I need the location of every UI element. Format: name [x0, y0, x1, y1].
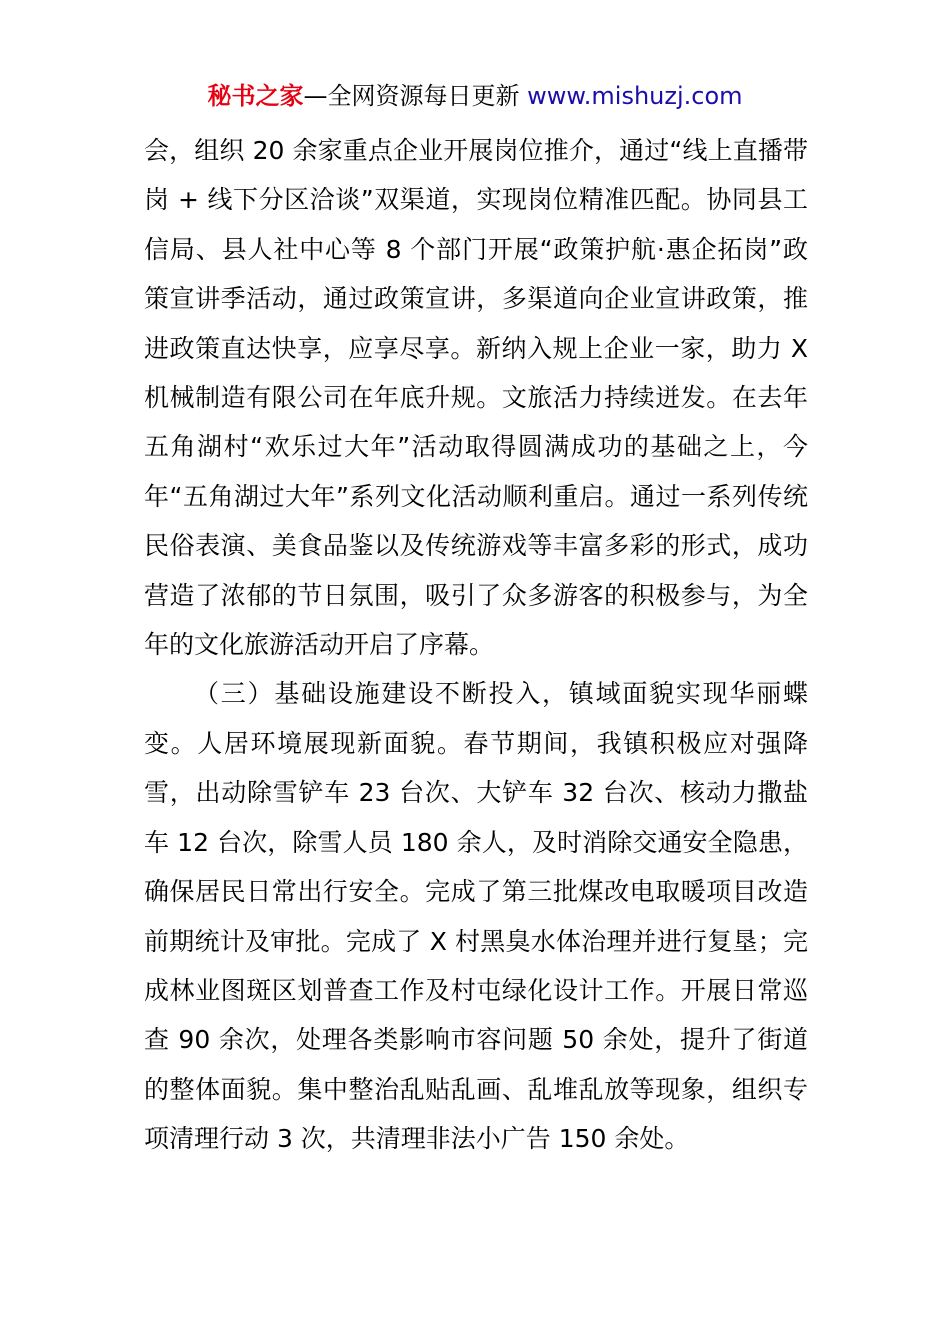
paragraph-continued: 会，组织 20 余家重点企业开展岗位推介，通过“线上直播带岗 + 线下分区洽谈”双渠道，实现岗位精准匹配。协同县工信局、县人社中心等 8 个部门开展“政策护航·惠企拓岗”政策宣讲季活动，通过政策宣讲，多渠道向企业宣讲政策，推进政策直达快享，应享尽享。新纳入规上企业一家，助力 X 机械制造有限公司在年底升规。文旅活力持续迸发。在去年五角湖村“欢乐过大年”活动取得圆满成功的基础之上，今年“五角湖过大年”系列文化活动顺利重启。通过一系列传统民俗表演、美食品鉴以及传统游戏等丰富多彩的形式，成功营造了浓郁的节日氛围，吸引了众多游客的积极参与，为全年的文化旅游活动开启了序幕。: [144, 136, 808, 660]
brand-name: 秘书之家: [207, 82, 304, 110]
site-url-link[interactable]: www.mishuzj.com: [527, 82, 743, 110]
site-watermark-header: [0, 78, 950, 114]
header-tagline: —全网资源每日更新: [303, 82, 528, 110]
paragraph-section-three: （三）基础设施建设不断投入，镇域面貌实现华丽蝶变。人居环境展现新面貌。春节期间，我镇积极应对强降雪，出动除雪铲车 23 台次、大铲车 32 台次、核动力撒盐车 12 台次，除雪人员 180 余人，及时消除交通安全隐患，确保居民日常出行安全。完成了第三批煤改电取暖项目改造前期统计及审批。完成了 X 村黑臭水体治理并进行复垦；完成林业图斑区划普查工作及村屯绿化设计工作。开展日常巡查 90 余次，处理各类影响市容问题 50 余处，提升了街道的整体面貌。集中整治乱贴乱画、乱堆乱放等现象，组织专项清理行动 3 次，共清理非法小广告 150 余处。: [144, 679, 808, 1154]
document-body: [144, 126, 808, 1164]
